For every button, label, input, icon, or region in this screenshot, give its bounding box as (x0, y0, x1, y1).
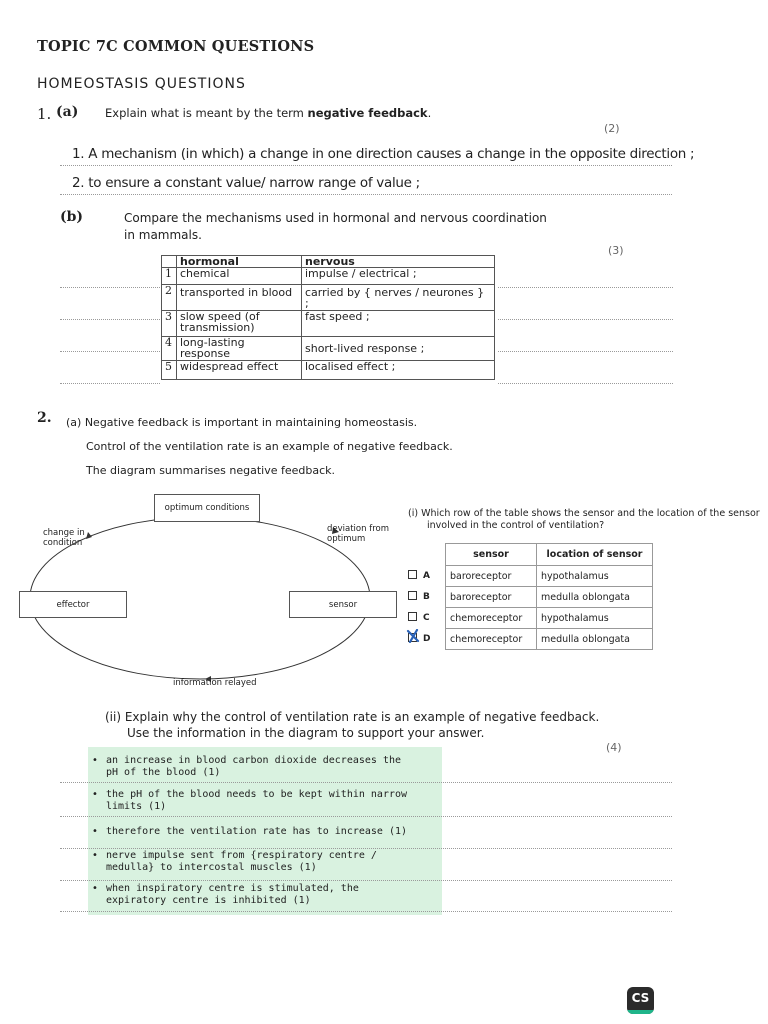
deviation-label (327, 524, 389, 544)
deviation-label-line: optimum (327, 534, 366, 544)
part-ii-question-line2: Use the information in the diagram to support your answer. (127, 726, 485, 740)
table-cell (162, 256, 177, 268)
row-number: 2 (162, 285, 177, 311)
table-cell: localised effect ; (302, 361, 495, 380)
answer-line (60, 848, 672, 849)
option-a[interactable] (408, 570, 430, 581)
table-cell: chemical (177, 268, 302, 285)
part-ii-question-line1: (ii) Explain why the control of ventilation rate is an example of negative feedback. (105, 710, 600, 724)
answer-bullet (92, 883, 359, 907)
logo-accent (627, 1010, 654, 1014)
answer-line (498, 319, 673, 320)
table-cell: medulla oblongata (537, 587, 653, 608)
optimum-conditions-box: optimum conditions (154, 494, 260, 522)
deviation-label-line: deviation from (327, 524, 389, 534)
table-cell: long-lasting response (177, 337, 302, 361)
answer-line (60, 165, 672, 166)
q1b-label: (b) (60, 209, 84, 225)
part-ii-marks: (4) (606, 741, 622, 754)
answer-text: • nerve impulse sent from {respiratory centre / (106, 850, 377, 861)
row-number: 3 (162, 311, 177, 337)
page-title: TOPIC 7C COMMON QUESTIONS (37, 38, 315, 55)
q1a-end: . (427, 106, 432, 120)
answer-bullet (92, 755, 401, 779)
q1a-text: Explain what is meant by the term (105, 106, 308, 120)
answer-text: medulla} to intercostal muscles (1) (106, 862, 317, 873)
q1a-question (105, 106, 431, 120)
table-cell: hypothalamus (537, 608, 653, 629)
answer-line (498, 351, 673, 352)
q1b-question-line2: in mammals. (124, 228, 202, 242)
answer-bullet (92, 850, 377, 874)
answer-line (60, 383, 160, 384)
table-cell: transported in blood (177, 285, 302, 311)
answer-text: • when inspiratory centre is stimulated, the (106, 883, 359, 894)
row-number: 5 (162, 361, 177, 380)
table-cell: hypothalamus (537, 566, 653, 587)
table-row (446, 608, 653, 629)
answer-bullet (92, 826, 407, 838)
table-cell: slow speed (of transmission) (177, 311, 302, 337)
table-cell: widespread effect (177, 361, 302, 380)
selected-cross-icon (406, 629, 420, 643)
part-i-question-line2: involved in the control of ventilation? (427, 520, 605, 531)
q1a-label: (a) (56, 104, 79, 120)
answer-line (60, 816, 672, 817)
answer-line (498, 287, 673, 288)
q1b-question-line1: Compare the mechanisms used in hormonal and nervous coordination (124, 211, 547, 225)
camscanner-logo (627, 987, 654, 1014)
answer-text: expiratory centre is inhibited (1) (106, 895, 311, 906)
option-letter: B (423, 592, 430, 602)
comparison-table (161, 255, 495, 380)
answer-text: • an increase in blood carbon dioxide decreases the (106, 755, 402, 766)
table-cell: short-lived response ; (302, 337, 495, 361)
table-row (162, 337, 495, 361)
table-header-row (446, 544, 653, 566)
option-b[interactable] (408, 591, 430, 602)
table-cell: baroreceptor (446, 587, 537, 608)
table-row (162, 268, 495, 285)
answer-text: limits (1) (106, 801, 167, 812)
row-number: 1 (162, 268, 177, 285)
table-cell: chemoreceptor (446, 629, 537, 650)
change-label (43, 528, 85, 548)
answer-line (60, 351, 160, 352)
answer-line (60, 911, 672, 912)
answer-text: • therefore the ventilation rate has to increase (1) (106, 826, 408, 837)
q1-number: 1. (37, 105, 52, 123)
change-label-line: condition (43, 538, 83, 548)
answer-line (498, 383, 673, 384)
table-row (446, 629, 653, 650)
checkbox-icon[interactable] (408, 612, 417, 621)
option-letter: D (423, 634, 431, 644)
row-number: 4 (162, 337, 177, 361)
table-cell: carried by { nerves / neurones } ; (302, 285, 495, 311)
effector-box: effector (19, 591, 127, 618)
answer-line (60, 880, 672, 881)
option-c[interactable] (408, 612, 430, 623)
table-header: location of sensor (537, 544, 653, 566)
table-cell: impulse / electrical ; (302, 268, 495, 285)
logo-text: CS (631, 991, 650, 1005)
table-cell: baroreceptor (446, 566, 537, 587)
table-row (162, 361, 495, 380)
q1a-answer-1: 1. A mechanism (in which) a change in one direction causes a change in the opposite direction ; (72, 146, 695, 162)
section-subtitle: HOMEOSTASIS QUESTIONS (37, 76, 246, 92)
checkbox-icon[interactable] (408, 591, 417, 600)
table-header: sensor (446, 544, 537, 566)
checkbox-icon[interactable] (408, 570, 417, 579)
answer-line (60, 287, 160, 288)
q2-number: 2. (37, 410, 52, 426)
answer-line (60, 194, 672, 195)
change-label-line: change in (43, 528, 85, 538)
option-d[interactable] (408, 633, 430, 644)
table-header: nervous (302, 256, 495, 268)
table-row (162, 285, 495, 311)
table-row (446, 587, 653, 608)
q2a-line3: The diagram summarises negative feedback. (86, 464, 336, 477)
table-row (446, 566, 653, 587)
answer-text: • the pH of the blood needs to be kept within narrow (106, 789, 408, 800)
checkbox-icon[interactable] (408, 633, 417, 642)
answer-line (60, 782, 672, 783)
answer-line (60, 319, 160, 320)
sensor-table (445, 543, 653, 650)
answer-bullet (92, 789, 407, 813)
q1a-term: negative feedback (307, 106, 428, 120)
q2a-line2: Control of the ventilation rate is an example of negative feedback. (86, 440, 453, 453)
q1b-marks: (3) (608, 244, 624, 257)
table-cell: fast speed ; (302, 311, 495, 337)
option-letter: A (423, 571, 430, 581)
answer-text: pH of the blood (1) (106, 767, 221, 778)
table-header: hormonal (177, 256, 302, 268)
information-label: information relayed (173, 678, 257, 688)
table-cell: medulla oblongata (537, 629, 653, 650)
table-cell: chemoreceptor (446, 608, 537, 629)
q2a-line1: (a) Negative feedback is important in maintaining homeostasis. (66, 416, 418, 429)
option-letter: C (423, 613, 430, 623)
part-i-question-line1: (i) Which row of the table shows the sensor and the location of the sensor (408, 508, 760, 519)
q1a-answer-2: 2. to ensure a constant value/ narrow range of value ; (72, 175, 420, 191)
q1a-marks: (2) (604, 122, 620, 135)
sensor-box: sensor (289, 591, 397, 618)
table-row (162, 311, 495, 337)
table-header-row (162, 256, 495, 268)
